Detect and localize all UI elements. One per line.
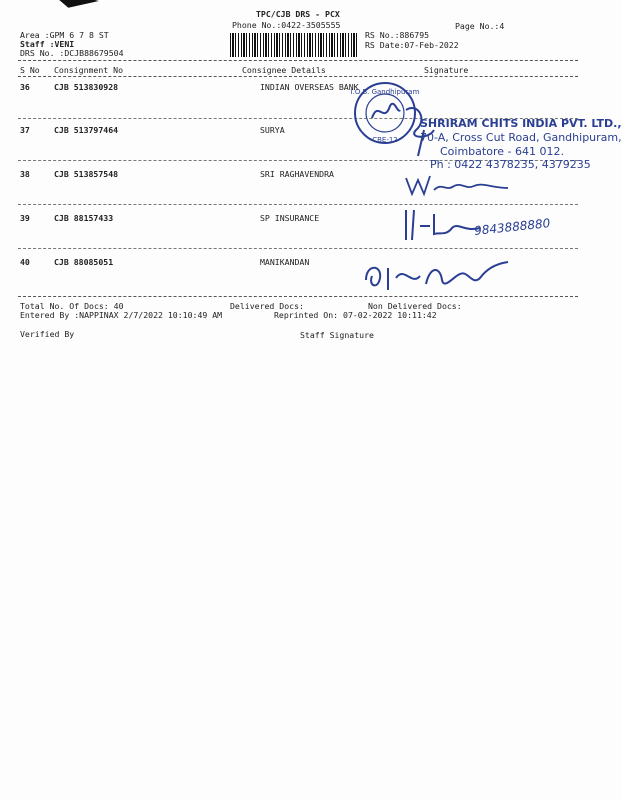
row-consignee: SP INSURANCE: [260, 213, 320, 223]
seal-code: CBE-12: [372, 136, 398, 144]
row-consignment: CJB 88085051: [54, 257, 114, 267]
signature-phone-note: 9843888880: [473, 216, 551, 238]
col-consignment: Consignment No: [54, 65, 124, 75]
row-consignee: SURYA: [260, 125, 285, 135]
row-consignment: CJB 513830928: [54, 82, 119, 92]
row-consignment: CJB 513857548: [54, 169, 119, 179]
report-title: TPC/CJB DRS - PCX: [256, 9, 340, 19]
page-number: Page No.:4: [455, 21, 505, 31]
rs-date: RS Date:07-Feb-2022: [365, 40, 459, 50]
row-divider: [18, 204, 578, 205]
row-sno: 37: [20, 125, 30, 135]
row-sno: 40: [20, 257, 30, 267]
staff-signature-label: Staff Signature: [300, 330, 374, 340]
row-consignee: INDIAN OVERSEAS BANK: [260, 82, 359, 92]
col-sno: S No: [20, 65, 40, 75]
total-docs: Total No. Of Docs: 40: [20, 301, 124, 311]
table-bottom-divider: [18, 296, 578, 297]
entered-by: Entered By :NAPPINAX 2/7/2022 10:10:49 AM: [20, 310, 223, 320]
column-divider: [18, 76, 578, 77]
row-sno: 38: [20, 169, 30, 179]
seal-text: I.O.B. Gandhipuram: [350, 88, 420, 96]
row-consignment: CJB 88157433: [54, 213, 114, 223]
stamp-address-line: 70-A, Cross Cut Road, Gandhipuram,: [420, 131, 622, 144]
header-divider: [18, 60, 578, 61]
rs-number: RS No.:886795: [365, 30, 430, 40]
stamp-phone-line: Ph : 0422 4378235, 4379235: [430, 158, 591, 171]
row-sno: 39: [20, 213, 30, 223]
area-field: Area :GPM 6 7 8 ST: [20, 30, 109, 40]
phone-number: Phone No.:0422-3505555: [232, 20, 341, 30]
row-sno: 36: [20, 82, 30, 92]
drs-number: DRS No. :DCJB88679504: [20, 48, 124, 58]
reprinted-on: Reprinted On: 07-02-2022 10:11:42: [274, 310, 437, 320]
signature-row-40: [360, 256, 520, 296]
non-delivered-docs: Non Delivered Docs:: [368, 301, 462, 311]
signature-scribble: [398, 100, 448, 160]
staff-field: Staff :VENI: [20, 39, 75, 49]
stamp-company-name: SHRIRAM CHITS INDIA PVT. LTD.,: [420, 117, 622, 130]
row-consignment: CJB 513797464: [54, 125, 119, 135]
barcode: [230, 33, 358, 57]
signature-row-38: [402, 172, 522, 200]
row-consignee: MANIKANDAN: [260, 257, 310, 267]
row-consignee: SRI RAGHAVENDRA: [260, 169, 334, 179]
delivered-docs: Delivered Docs:: [230, 301, 304, 311]
stamp-city-line: Coimbatore - 641 012.: [440, 145, 564, 158]
verified-by-label: Verified By: [20, 329, 75, 339]
corner-mark: [41, 0, 99, 15]
row-divider: [18, 248, 578, 249]
col-signature: Signature: [424, 65, 469, 75]
col-consignee: Consignee Details: [242, 65, 326, 75]
